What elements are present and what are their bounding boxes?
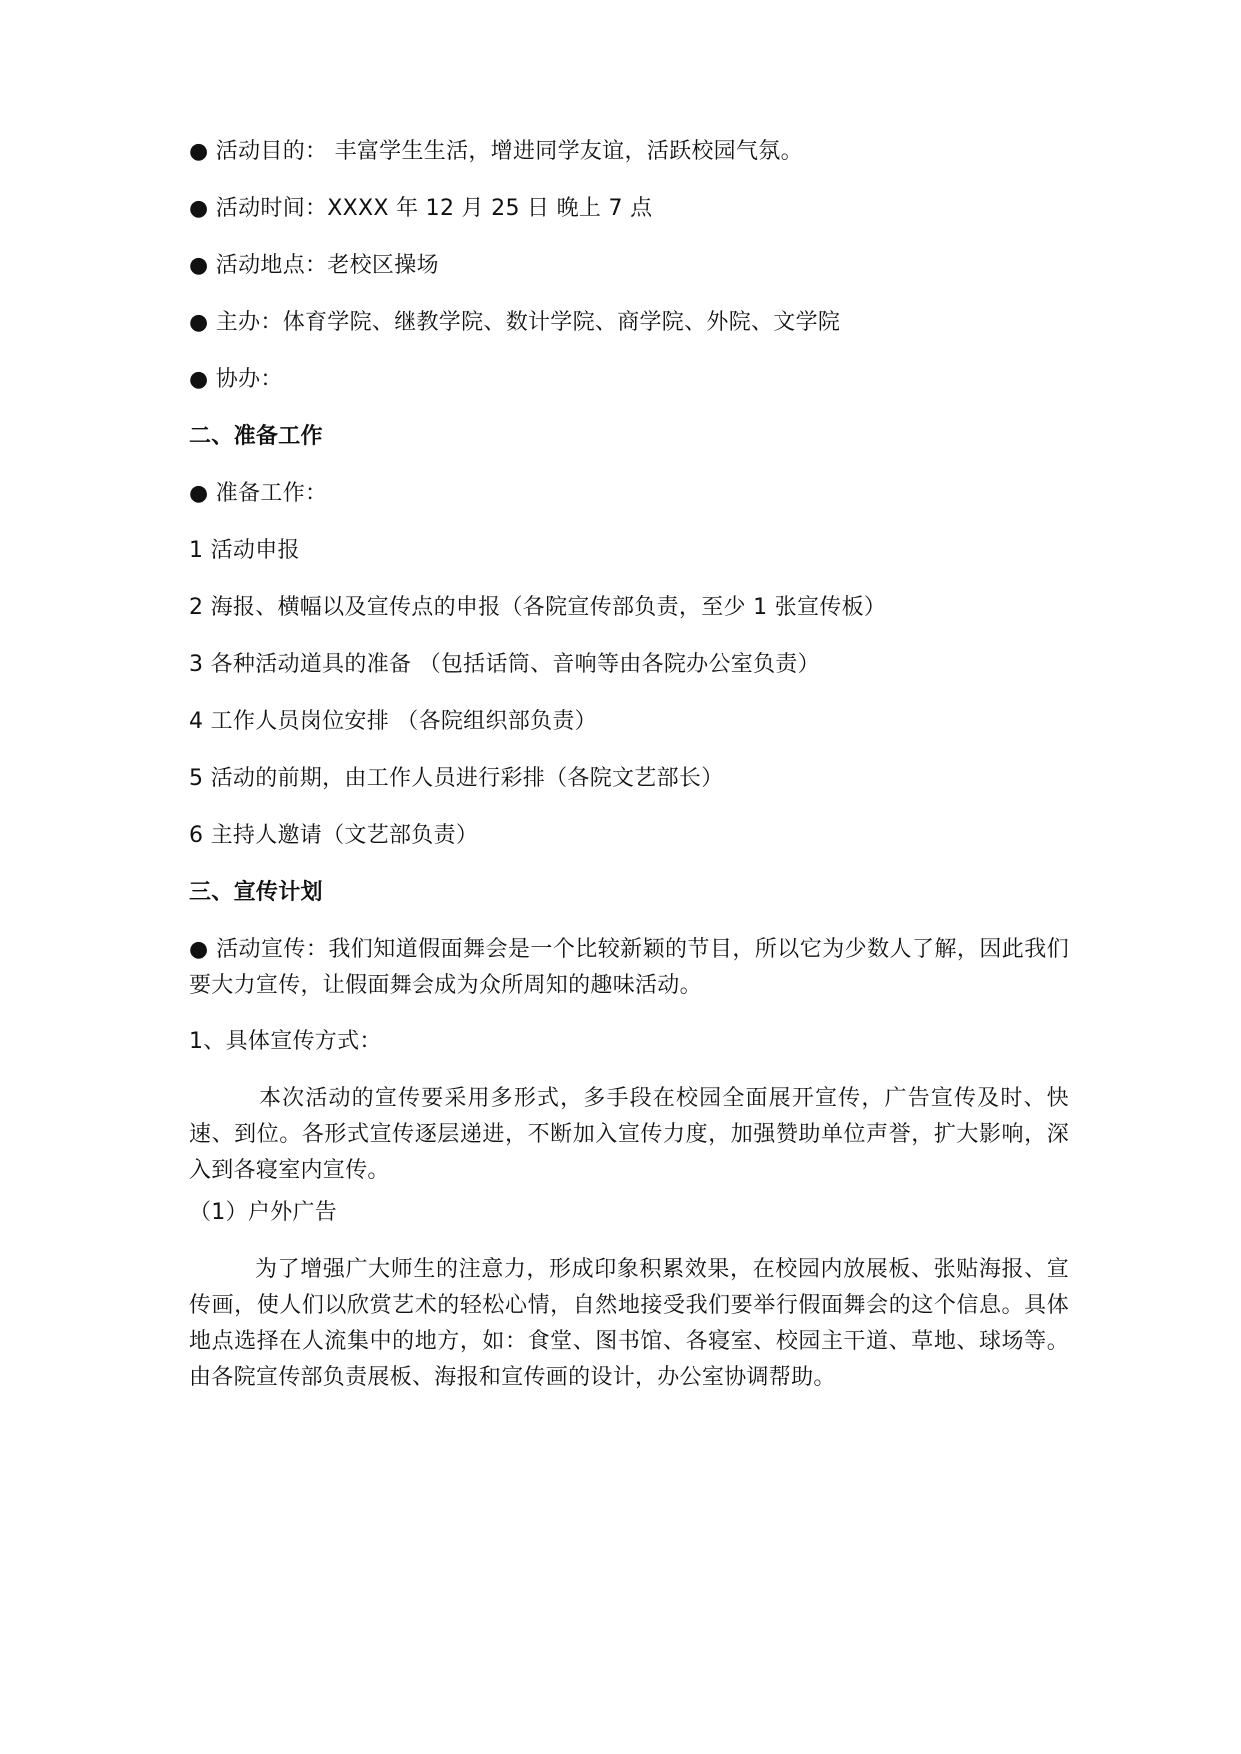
prep-intro: ● 准备工作：	[189, 481, 328, 506]
item-place: ● 活动地点：老校区操场	[189, 253, 439, 278]
method-paragraph: 本次活动的宣传要采用多形式，多手段在校园全面展开宣传，广告宣传及时、快速、到位。各形式宣传逐层递进，不断加入宣传力度，加强赞助单位声誉，扩大影响，深入到各寝室内宣传。	[189, 1086, 1069, 1183]
item-cohost: ● 协办：	[189, 367, 283, 392]
item-time: ● 活动时间：XXXX 年 12 月 25 日 晚上 7 点	[189, 196, 653, 221]
item-host: ● 主办：体育学院、继教学院、数计学院、商学院、外院、文学院	[189, 310, 841, 335]
prep-step-1: 1 活动申报	[189, 538, 300, 563]
item-purpose: ● 活动目的： 丰富学生生活，增进同学友谊，活跃校园气氛。	[189, 139, 803, 164]
outdoor-ad-heading: （1）户外广告	[189, 1200, 338, 1225]
prep-step-6: 6 主持人邀请（文艺部负责）	[189, 823, 479, 848]
outdoor-ad-paragraph: 为了增强广大师生的注意力，形成印象积累效果，在校园内放展板、张贴海报、宣传画，使人们以欣赏艺术的轻松心情，自然地接受我们要举行假面舞会的这个信息。具体地点选择在人流集中的地方，如：食堂、图书馆、各寝室、校园主干道、草地、球场等。由各院宣传部负责展板、海报和宣传画的设计，办公室协调帮助。	[189, 1257, 1069, 1390]
prep-step-2: 2 海报、横幅以及宣传点的申报（各院宣传部负责，至少 1 张宣传板）	[189, 595, 887, 620]
method-heading: 1、具体宣传方式：	[189, 1029, 382, 1054]
section-2-heading: 二、准备工作	[189, 424, 323, 449]
promo-paragraph: ● 活动宣传：我们知道假面舞会是一个比较新颖的节目，所以它为少数人了解，因此我们要大力宣传，让假面舞会成为众所周知的趣味活动。	[189, 937, 1069, 998]
section-3-heading: 三、宣传计划	[189, 880, 323, 905]
prep-step-3: 3 各种活动道具的准备 （包括话筒、音响等由各院办公室负责）	[189, 652, 820, 677]
prep-step-5: 5 活动的前期，由工作人员进行彩排（各院文艺部长）	[189, 766, 724, 791]
prep-step-4: 4 工作人员岗位安排 （各院组织部负责）	[189, 709, 597, 734]
